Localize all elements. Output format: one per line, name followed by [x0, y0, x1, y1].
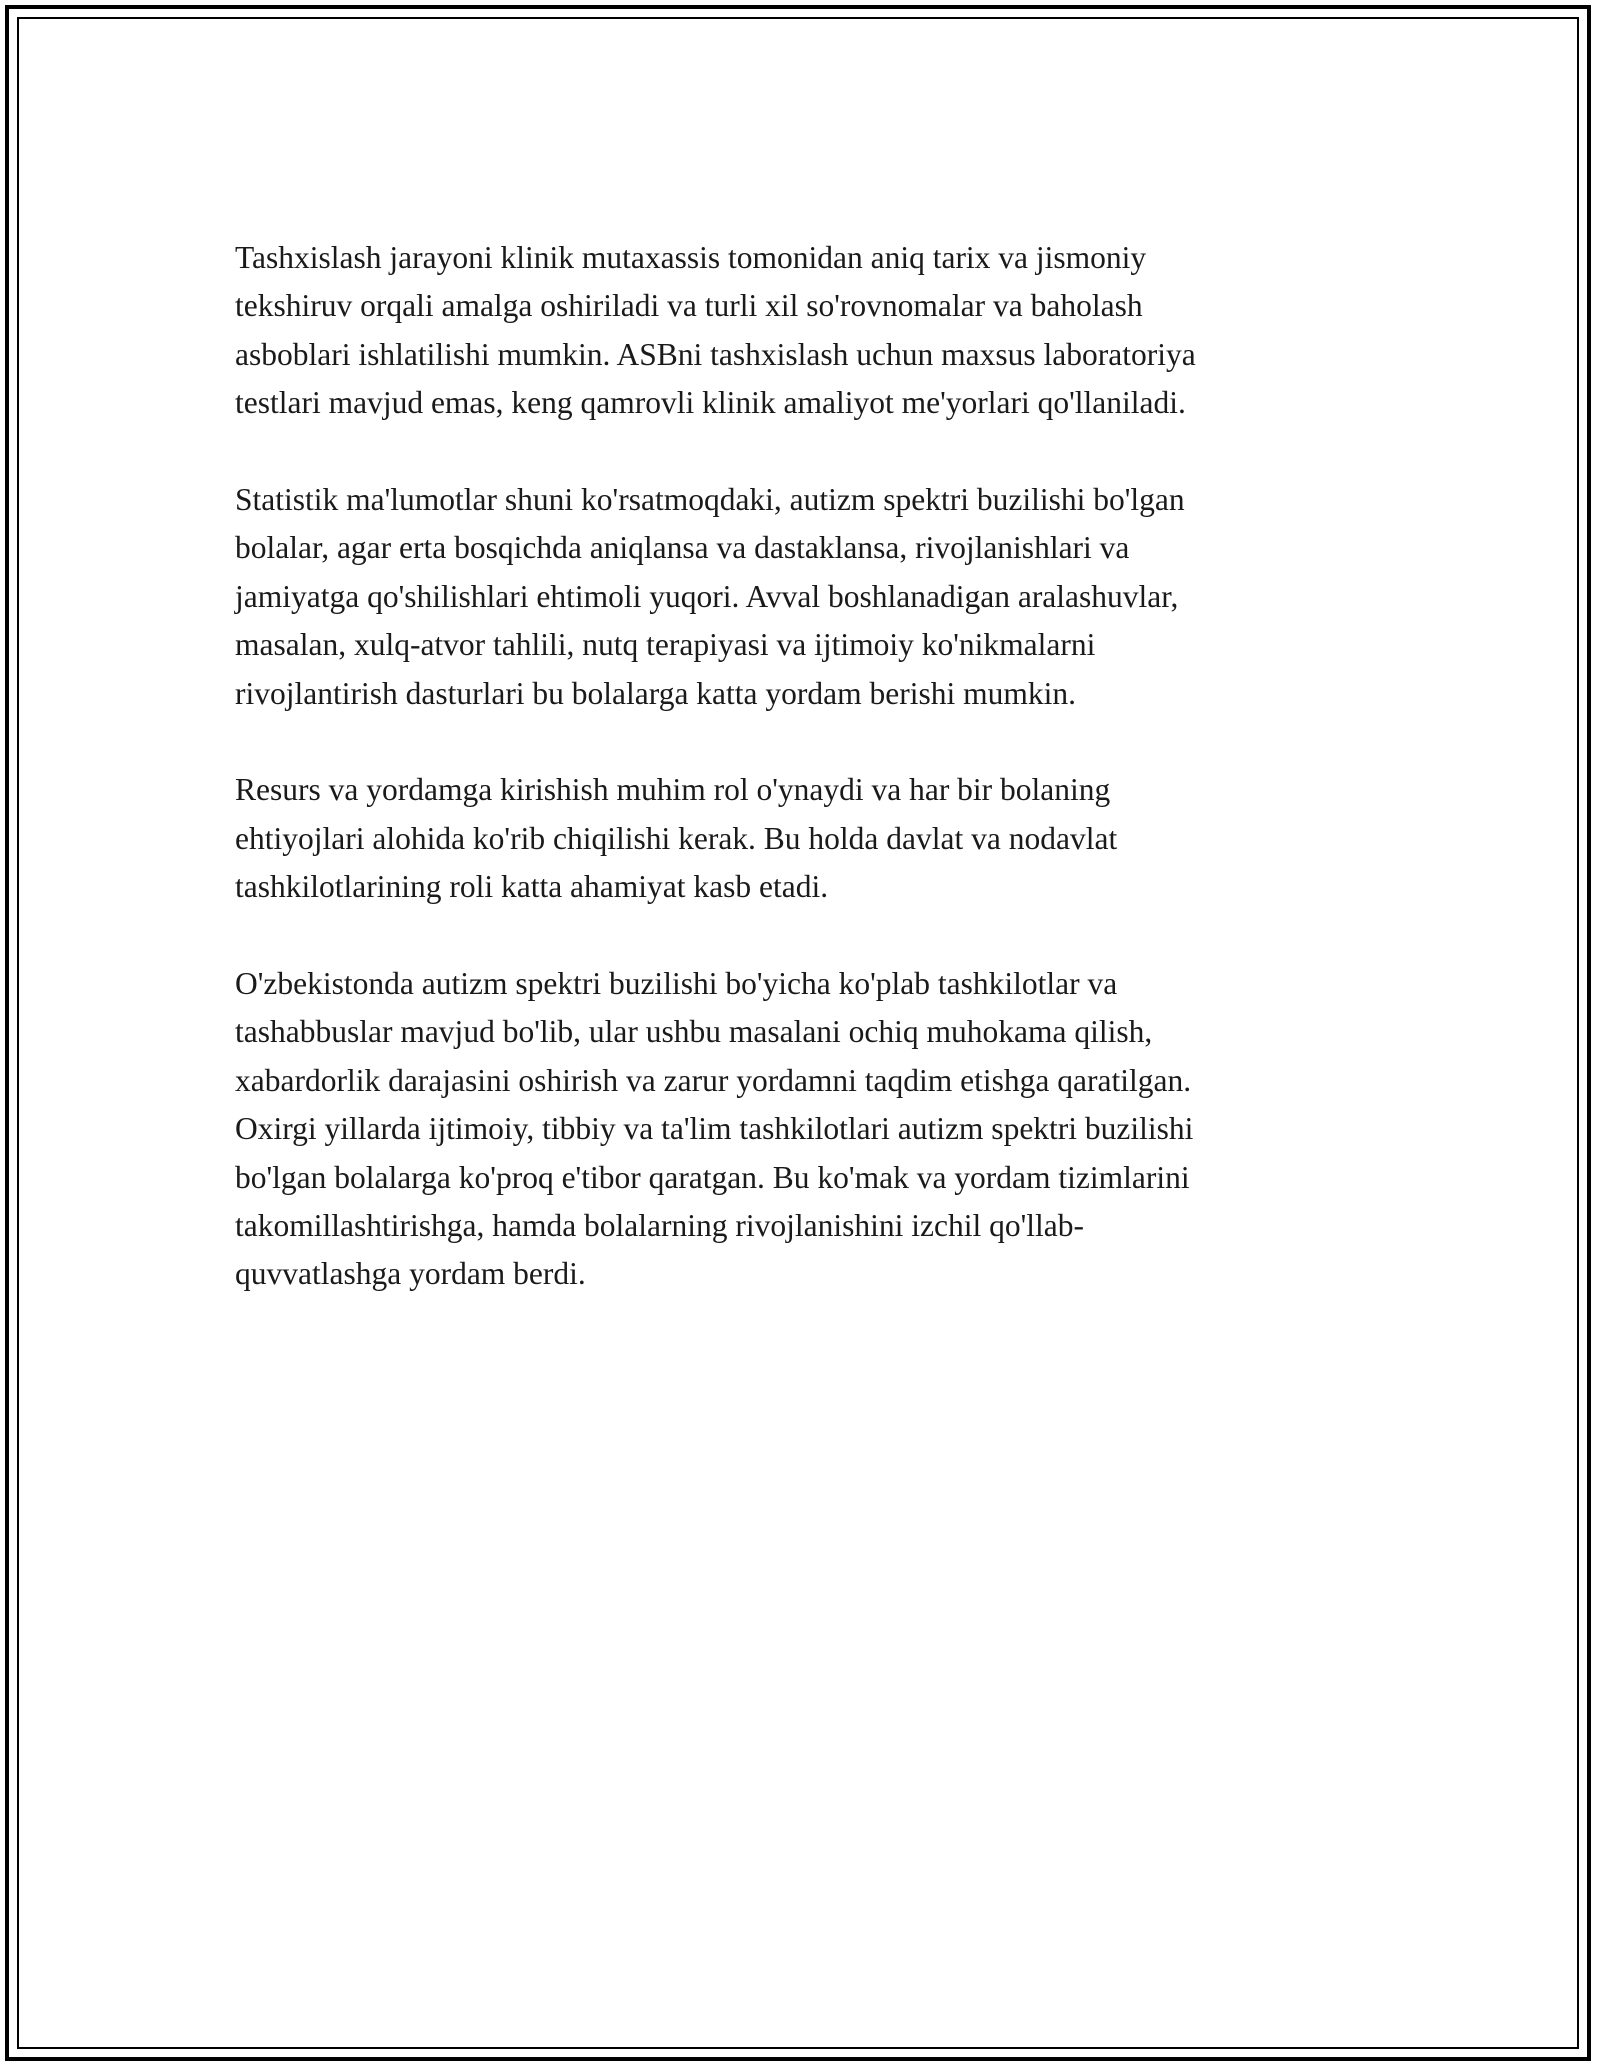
text-line: tekshiruv orqali amalga oshiriladi va turli xil so'rovnomalar va baholash: [235, 288, 1143, 324]
text-line: bo'lgan bolalarga ko'proq e'tibor qaratgan. Bu ko'mak va yordam tizimlarini: [235, 1159, 1190, 1195]
text-line: Oxirgi yillarda ijtimoiy, tibbiy va ta'lim tashkilotlari autizm spektri buzilishi: [235, 1111, 1194, 1147]
text-line: tashabbuslar mavjud bo'lib, ular ushbu masalani ochiq muhokama qilish,: [235, 1014, 1153, 1050]
text-line: xabardorlik darajasini oshirish va zarur yordamni taqdim etishga qaratilgan.: [235, 1062, 1192, 1098]
paragraph-resources: [235, 766, 1375, 911]
text-line: jamiyatga qo'shilishlari ehtimoli yuqori. Avval boshlanadigan aralashuvlar,: [235, 578, 1179, 614]
text-line: tashkilotlarining roli katta ahamiyat kasb etadi.: [235, 869, 829, 905]
text-line: quvvatlashga yordam berdi.: [235, 1256, 586, 1292]
text-line: asboblari ishlatilishi mumkin. ASBni tashxislash uchun maxsus laboratoriya: [235, 336, 1196, 372]
text-line: takomillashtirishga, hamda bolalarning rivojlanishini izchil qo'llab-: [235, 1208, 1084, 1244]
text-line: testlari mavjud emas, keng qamrovli klinik amaliyot me'yorlari qo'llaniladi.: [235, 385, 1186, 421]
paragraph-diagnosis: [235, 234, 1375, 428]
text-line: masalan, xulq-atvor tahlili, nutq terapiyasi va ijtimoiy ko'nikmalarni: [235, 627, 1096, 663]
text-line: ehtiyojlari alohida ko'rib chiqilishi kerak. Bu holda davlat va nodavlat: [235, 820, 1118, 856]
text-line: Statistik ma'lumotlar shuni ko'rsatmoqdaki, autizm spektri buzilishi bo'lgan: [235, 482, 1185, 518]
text-line: Tashxislash jarayoni klinik mutaxassis tomonidan aniq tarix va jismoniy: [235, 240, 1147, 275]
paragraph-uzbekistan: [235, 960, 1375, 1299]
text-line: rivojlantirish dasturlari bu bolalarga katta yordam berishi mumkin.: [235, 675, 1076, 711]
paragraph-statistics: [235, 476, 1375, 718]
text-line: bolalar, agar erta bosqichda aniqlansa va dastaklansa, rivojlanishlari va: [235, 530, 1130, 566]
text-line: Resurs va yordamga kirishish muhim rol o'ynaydi va har bir bolaning: [235, 772, 1111, 808]
document-body: [235, 234, 1375, 1347]
text-line: O'zbekistonda autizm spektri buzilishi bo'yicha ko'plab tashkilotlar va: [235, 966, 1118, 1002]
